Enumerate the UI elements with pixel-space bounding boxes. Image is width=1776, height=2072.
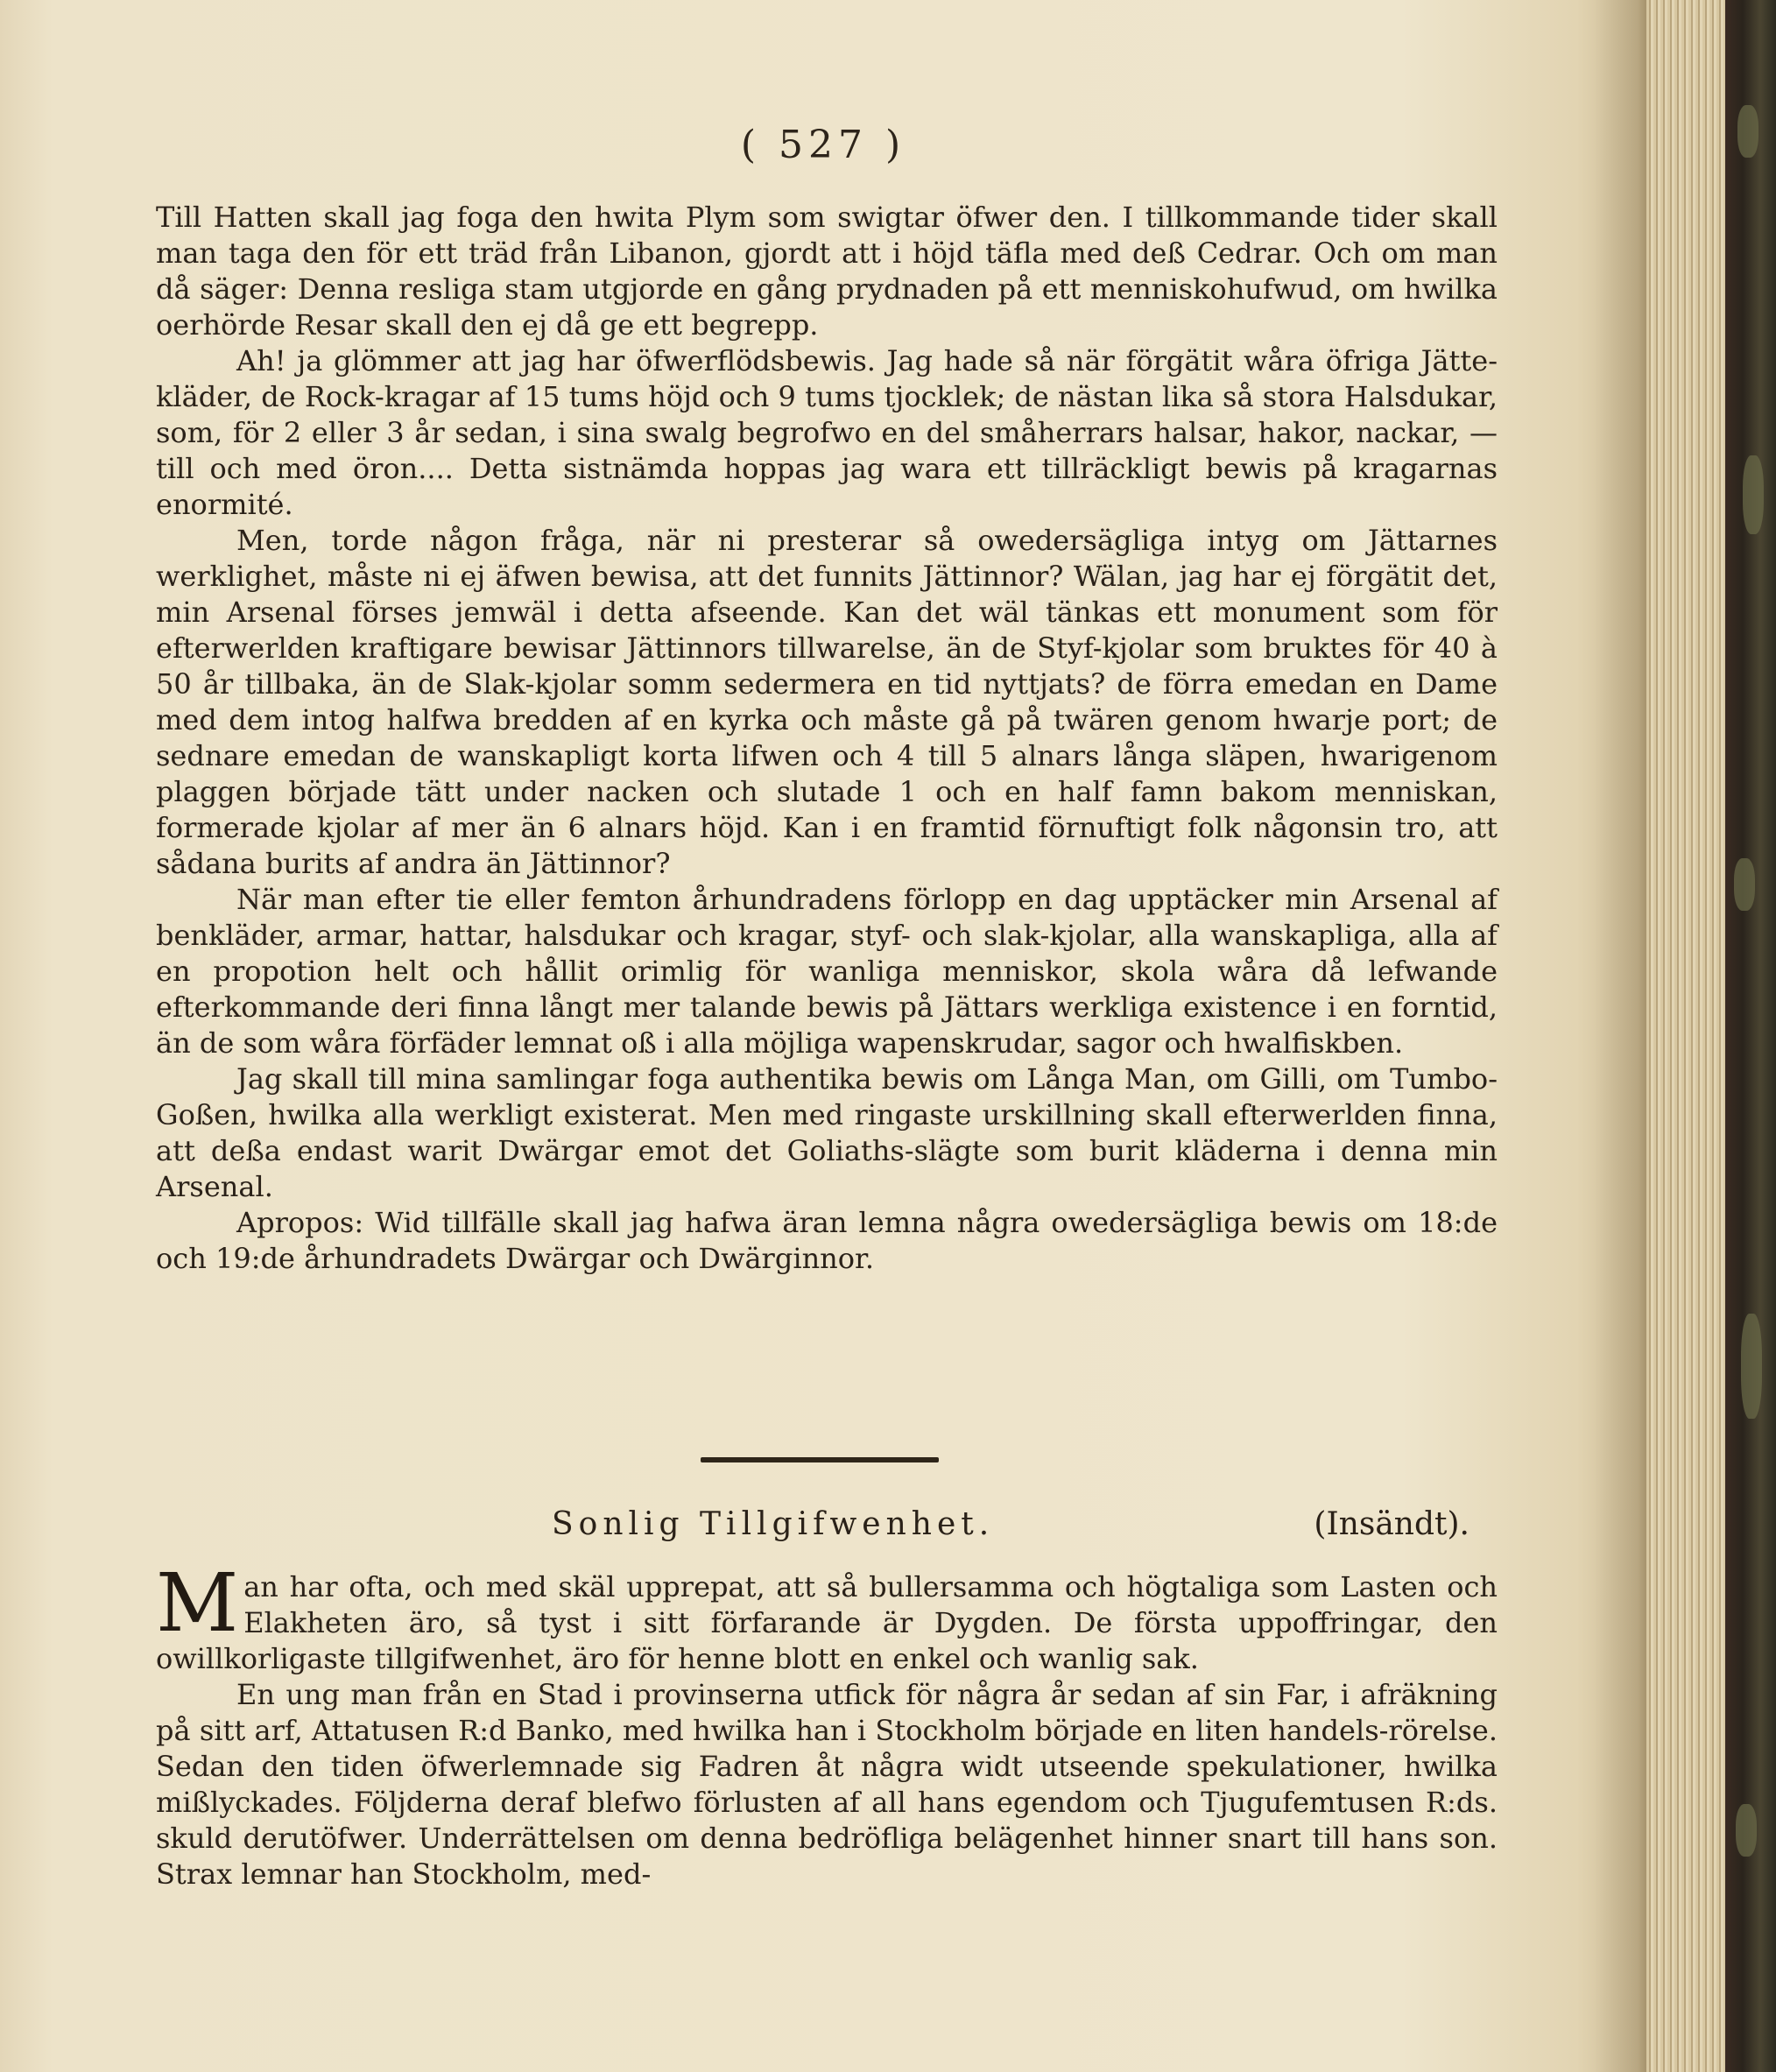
page-edges <box>1646 0 1725 2072</box>
story-paragraph-second: En ung man från en Stad i provinserna utfick för några år sedan af sin Far, i afräkning på sitt arf, Attatusen R:d Banko, med hwilka han i Stockholm började en liten handels-rörelse. Sedan den tiden öfwerlemnade sig Fadren åt några widt utseende spekulationer, hwilka mißlyckades. Följderna deraf blefwo förlusten af all hans egendom och Tjugufemtusen R:ds. skuld derutöfwer. Underrättelsen om denna bedröfliga belägenhet hinner snart till hans son. Strax lemnar han Stockholm, med- <box>156 1678 1498 1891</box>
binding-texture <box>1736 1804 1757 1857</box>
drop-cap: M <box>156 1556 239 1650</box>
binding-texture <box>1741 1314 1762 1419</box>
paragraph-hatten: Till Hatten skall jag foga den hwita Plym som swigtar öfwer den. I tillkommande tider skall man taga den för ett träd från Libanon, gjordt att i höjd täfla med deß Cedrar. Och om man då säger: Denna resliga stam utgjorde en gång prydnaden på ett menniskohufwud, om hwilka oerhörde Resar skall den ej då ge ett begrepp. <box>156 201 1498 342</box>
book-binding <box>1725 0 1776 2072</box>
story-paragraph-first <box>156 1556 1498 1677</box>
article-body <box>156 200 1498 1277</box>
page-number: ( 527 ) <box>740 123 906 167</box>
section-note: (Insändt). <box>1314 1506 1469 1542</box>
paragraph-jattinnor: Men, torde någon fråga, när ni presterar så owedersägliga intyg om Jättarnes werklighet, måste ni ej äfwen bewisa, att det funnits Jättinnor? Wälan, jag har ej förgätit det, min Arsenal förses jemwäl i detta afseende. Kan det wäl tänkas ett monument som för efterwerlden kraftigare bewisar Jättinnors tillwarelse, än de Styf-kjolar som bruktes för 40 à 50 år tillbaka, än de Slak-kjolar somm sedermera en tid nyttjats? de förra emedan en Dame med dem intog halfwa bredden af en kyrka och måste gå på twären genom hwarje port; de sednare emedan de wanskapligt korta lifwen och 4 till 5 alnars långa släpen, hwarigenom plaggen började tätt under nacken och slutade 1 och en half famn bakom menniskan, formerade kjolar af mer än 6 alnars höjd. Kan i en framtid förnuftigt folk någonsin tro, att sådana burits af andra än Jättinnor? <box>156 524 1498 880</box>
section-divider <box>701 1457 939 1462</box>
story-first-text: an har ofta, och med skäl upprepat, att så bullersamma och högtaliga som Lasten och Elakheten äro, så tyst i sitt förfarande är Dygden. De första uppoffringar, den owillkorligaste tillgifwenhet, äro för henne blott en enkel och wanlig sak. <box>156 1570 1498 1675</box>
binding-texture <box>1743 455 1764 534</box>
paragraph-samlingar: Jag skall till mina samlingar foga authentika bewis om Långa Man, om Gilli, om Tumbo-Goßen, hwilka alla werkligt existerat. Men med ringaste urskillning skall efterwerlden finna, att deßa endast warit Dwärgar emot det Goliaths-slägte som burit kläderna i denna min Arsenal. <box>156 1062 1498 1203</box>
section-title: Sonlig Tillgifwenhet. <box>552 1506 995 1542</box>
paragraph-arsenal: När man efter tie eller femton århundradens förlopp en dag upptäcker min Arsenal af benkläder, armar, hattar, halsdukar och kragar, styf- och slak-kjolar, alla wanskapliga, alla af en propotion helt och hållit orimlig för wanliga menniskor, skola wåra då lefwande efterkommande deri finna långt mer talande bewis på Jättars werkliga existence i en forntid, än de som wåra förfäder lemnat oß i alla möjliga wapenskrudar, sagor och hwalfiskben. <box>156 883 1498 1060</box>
page-fold-shadow <box>1594 0 1646 2072</box>
binding-texture <box>1734 858 1755 911</box>
paragraph-kragar: Ah! ja glömmer att jag har öfwerflödsbewis. Jag hade så när förgätit wåra öfriga Jätte-kläder, de Rock-kragar af 15 tums höjd och 9 tums tjocklek; de nästan lika så stora Halsdukar, som, för 2 eller 3 år sedan, i sina swalg begrofwo en del småherrars halsar, hakor, nackar, — till och med öron.... Detta sistnämda hoppas jag wara ett tillräckligt bewis på kragarnas enormité. <box>156 344 1498 521</box>
paragraph-apropos: Apropos: Wid tillfälle skall jag hafwa äran lemna några owedersägliga bewis om 18:de och 19:de århundradets Dwärgar och Dwärginnor. <box>156 1206 1498 1275</box>
binding-texture <box>1737 105 1758 158</box>
story-body <box>156 1556 1498 1892</box>
